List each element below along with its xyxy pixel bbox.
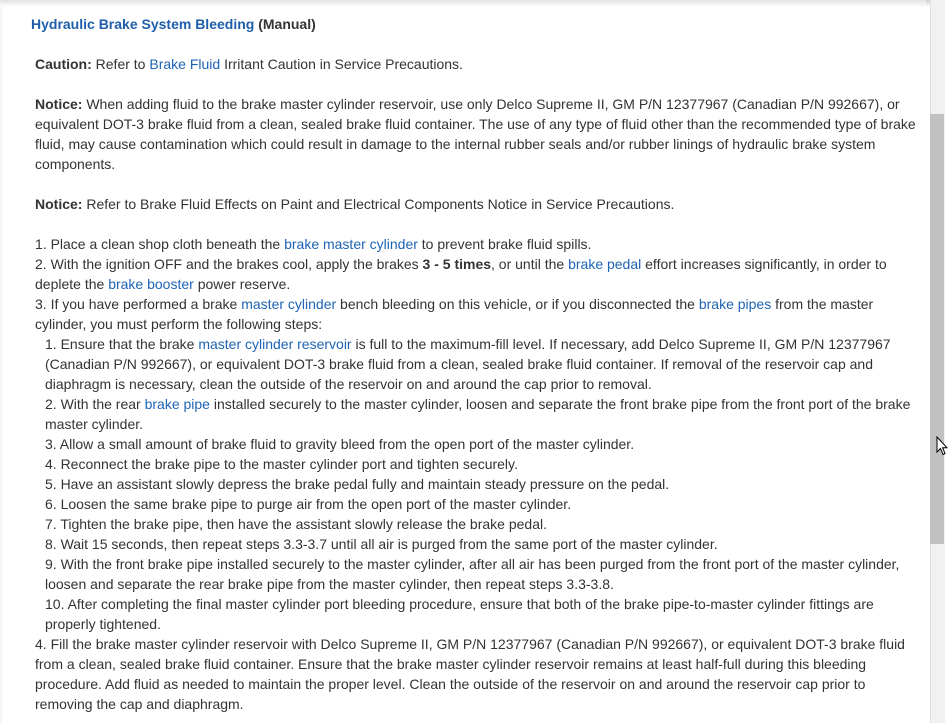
caution-text-pre: Refer to — [95, 56, 146, 72]
link-master-cylinder[interactable]: master cylinder — [241, 296, 337, 312]
step-4: 4. Fill the brake master cylinder reservoir with Delco Supreme II, GM P/N 12377967 (Canadian P/N 992667), or equivalent DOT-3 brake fluid from a clean, sealed brake fluid container. Ensure that the brake master cylinder reservoir remains at least half-full during this bleeding procedure. Add fluid as needed to maintain the proper level. Clean the outside of the reservoir on and around the reservoir cap prior to removing the cap and diaphragm. — [35, 636, 905, 712]
caution-text-post: Irritant Caution in Service Precautions. — [224, 56, 463, 72]
page-title: Hydraulic Brake System Bleeding — [31, 16, 255, 32]
substep-3-3: 3. Allow a small amount of brake fluid to gravity bleed from the open port of the master cylinder. — [45, 436, 635, 452]
link-brake-booster[interactable]: brake booster — [108, 276, 194, 292]
substep-3-8: 8. Wait 15 seconds, then repeat steps 3.3-3.7 until all air is purged from the same port of the master cylinder. — [45, 536, 718, 552]
notice-paragraph-1 — [31, 94, 921, 174]
substep-3-7: 7. Tighten the brake pipe, then have the assistant slowly release the brake pedal. — [45, 516, 547, 532]
notice-text-2: Refer to Brake Fluid Effects on Paint and Electrical Components Notice in Service Precautions. — [86, 196, 675, 212]
notice-paragraph-2 — [31, 194, 921, 214]
link-master-cylinder-reservoir[interactable]: master cylinder reservoir — [198, 336, 352, 352]
caution-label: Caution: — [35, 56, 92, 72]
substep-3-1 — [31, 334, 921, 394]
substep-3-2-text-post: installed securely to the master cylinder, loosen and separate the front brake pipe from the front port of the brake master cylinder. — [45, 396, 911, 432]
left-edge — [0, 0, 4, 723]
mouse-pointer-icon — [936, 436, 948, 456]
vertical-scrollbar-thumb[interactable] — [930, 114, 944, 544]
step-3-text-pre: 3. If you have performed a brake — [35, 296, 238, 312]
link-brake-master-cylinder[interactable]: brake master cylinder — [284, 236, 418, 252]
notice-text-1: When adding fluid to the brake master cylinder reservoir, use only Delco Supreme II, GM P/N 12377967 (Canadian P/N 992667), or equivalent DOT-3 brake fluid from a clean, sealed brake fluid container. The use of any type of fluid other than the recommended type of brake fluid, may cause contamination which could result in damage to the internal rubber seals and/or rubber linings of hydraulic brake system components. — [35, 96, 916, 172]
link-brake-pedal[interactable]: brake pedal — [568, 256, 642, 272]
substep-3-2-text-pre: 2. With the rear — [45, 396, 141, 412]
step-2-text-mid2: effort increases significantly, in order to deplete the — [35, 256, 887, 292]
step-3-text-post: from the master cylinder, you must perform the following steps: — [35, 296, 874, 332]
step-3 — [31, 294, 921, 334]
step-1-text-post: to prevent brake fluid spills. — [421, 236, 592, 252]
top-header-shadow — [0, 0, 930, 7]
step-1-text-pre: 1. Place a clean shop cloth beneath the — [35, 236, 281, 252]
step-1 — [31, 234, 921, 254]
link-brake-fluid[interactable]: Brake Fluid — [149, 56, 221, 72]
substep-3-6: 6. Loosen the same brake pipe to purge air from the open port of the master cylinder. — [45, 496, 572, 512]
substep-3-4: 4. Reconnect the brake pipe to the master cylinder port and tighten securely. — [45, 456, 518, 472]
substep-3-9: 9. With the front brake pipe installed securely to the master cylinder, after all air has been purged from the front port of the master cylinder, loosen and separate the rear brake pipe from the master cylinder, then repeat steps 3.3-3.8. — [45, 556, 900, 592]
step-2-bold: 3 - 5 times — [422, 256, 492, 272]
substep-3-1-text-pre: 1. Ensure that the brake — [45, 336, 195, 352]
notice-label-1: Notice: — [35, 96, 83, 112]
link-brake-pipes[interactable]: brake pipes — [698, 296, 772, 312]
step-2-text-mid: , or until the — [491, 256, 565, 272]
page-title-suffix: (Manual) — [258, 16, 316, 32]
step-2 — [31, 254, 921, 294]
document-content — [31, 14, 921, 714]
link-brake-pipe[interactable]: brake pipe — [144, 396, 210, 412]
substep-3-5: 5. Have an assistant slowly depress the brake pedal fully and maintain steady pressure on the pedal. — [45, 476, 670, 492]
step-2-text-post: power reserve. — [197, 276, 291, 292]
page-title-row — [31, 14, 921, 34]
substep-3-1-text-post: is full to the maximum-fill level. If necessary, add Delco Supreme II, GM P/N 12377967 (Canadian P/N 992667), or equivalent DOT-3 brake fluid from a clean, sealed brake fluid container. If removal of the reservoir cap and diaphragm is necessary, clean the outside of the reservoir on and around the cap prior to removal. — [45, 336, 891, 392]
step-3-text-mid: bench bleeding on this vehicle, or if you disconnected the — [340, 296, 695, 312]
notice-label-2: Notice: — [35, 196, 83, 212]
step-2-text-pre: 2. With the ignition OFF and the brakes cool, apply the brakes — [35, 256, 419, 272]
caution-paragraph — [31, 54, 921, 74]
substep-3-2 — [31, 394, 921, 434]
substep-3-10: 10. After completing the final master cylinder port bleeding procedure, ensure that both of the brake pipe-to-master cylinder fittings are properly tightened. — [45, 596, 874, 632]
